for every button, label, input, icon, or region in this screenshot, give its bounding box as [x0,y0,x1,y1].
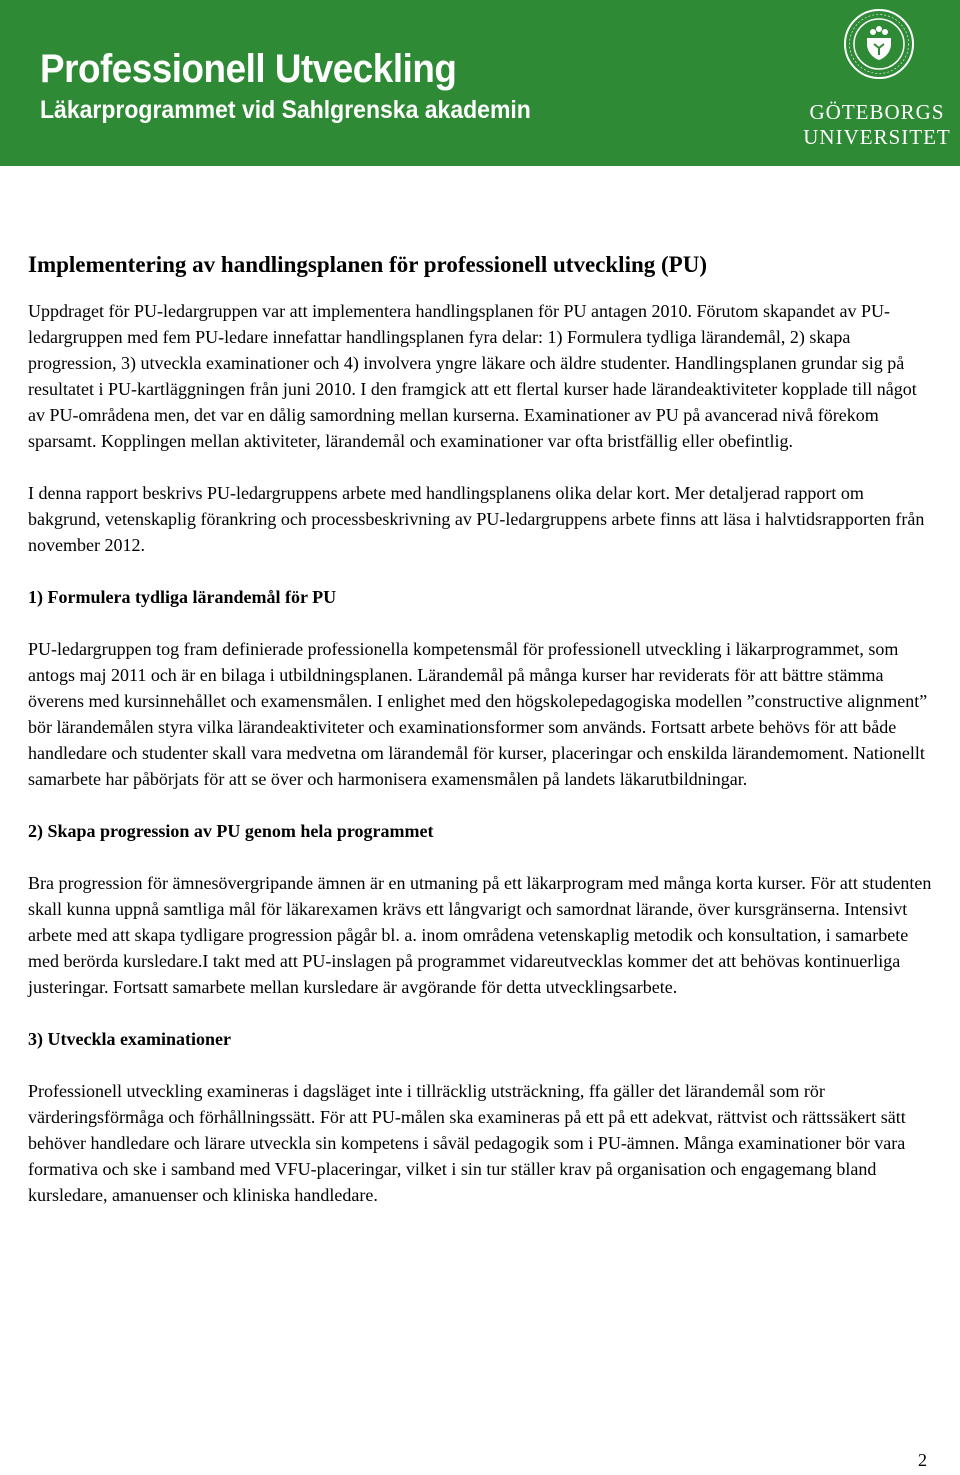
section-1-heading: 1) Formulera tydliga lärandemål för PU [28,587,337,607]
university-seal-icon [843,8,915,80]
intro-paragraph-2: I denna rapport beskrivs PU-ledargruppens arbete med handlingsplanens olika delar kort. Mer detaljerad rapport om bakgrund, vetenskaplig förankring och processbeskrivning av PU-ledargruppens arbete finns att läsa i halvtidsrapporten från november 2012. [28,483,925,555]
banner-subtitle: Läkarprogrammet vid Sahlgrenska akademin [40,96,531,124]
header-banner [0,0,960,166]
university-name-line1: GÖTEBORGS [809,100,945,124]
intro-paragraph-1: Uppdraget för PU-ledargruppen var att implementera handlingsplanen för PU antagen 2010. Förutom skapandet av PU-ledargruppen med fem PU-ledare innefattar handlingsplanen fyra delar: 1) Formulera tydliga lärandemål, 2) skapa progression, 3) utveckla examinationer och 4) involvera yngre läkare och äldre studenter. Handlingsplanen grundar sig på resultatet i PU-kartläggningen från juni 2010. I den framgick att ett flertal kurser hade lärandeaktiviteter kopplade till något av PU-områdena men, det var en dålig samordning mellan kurserna. Examinationer av PU på avancerad nivå förekom sparsamt. Kopplingen mellan aktiviteter, lärandemål och examinationer var ofta bristfällig eller obefintlig. [28,301,917,451]
university-logo [797,8,957,160]
section-1-text: PU-ledargruppen tog fram definierade professionella kompetensmål för professionell utveckling i läkarprogrammet, som antogs maj 2011 och är en bilaga i utbildningsplanen. Lärandemål på många kurser har reviderats för att bättre stämma överens med kursinnehållet och examensmålen. I enlighet med den högskolepedagogiska modellen ”constructive alignment” bör lärandemålen styra vilka lärandeaktiviteter och examinationsformer som används. Fortsatt arbete behövs för att både handledare och studenter skall vara medvetna om lärandemål för kurser, placeringar och enskilda lärandemoment. Nationellt samarbete har påbörjats för att se över och harmonisera examensmålen på landets läkarutbildningar. [28,639,928,789]
section-3-text: Professionell utveckling examineras i dagsläget inte i tillräcklig utsträckning, ffa gäller det lärandemål som rör värderingsförmåga och förhållningssätt. För att PU-målen ska examineras på ett på ett adekvat, rättvist och rättssäkert sätt behöver handledare och lärare utveckla sin kompetens i såväl pedagogik som i PU-ämnen. Många examinationer bör vara formativa och ske i samband med VFU-placeringar, vilket i sin tur ställer krav på organisation och engagemang bland kursledare, amanuenser och kliniska handledare. [28,1081,906,1205]
document-body [28,250,933,1208]
document-title: Implementering av handlingsplanen för professionell utveckling (PU) [28,252,707,277]
university-name-line2: UNIVERSITET [803,125,951,149]
section-2-heading: 2) Skapa progression av PU genom hela programmet [28,821,434,841]
section-3-heading: 3) Utveckla examinationer [28,1029,231,1049]
banner-title: Professionell Utveckling [40,47,457,91]
section-2-text: Bra progression för ämnesövergripande ämnen är en utmaning på ett läkarprogram med många korta kurser. För att studenten skall kunna uppnå samtliga mål för läkarexamen krävs ett långvarigt och samordnat lärande, över kursgränserna. Intensivt arbete med att skapa tydligare progression pågår bl. a. inom områdena vetenskaplig metodik och konsultation, i samarbete med berörda kursledare.I takt med att PU-inslagen på programmet vidareutvecklas kommer det att behövas kontinuerliga justeringar. Fortsatt samarbete mellan kursledare är avgörande för detta utvecklingsarbete. [28,873,932,997]
page-number: 2 [918,1450,927,1470]
